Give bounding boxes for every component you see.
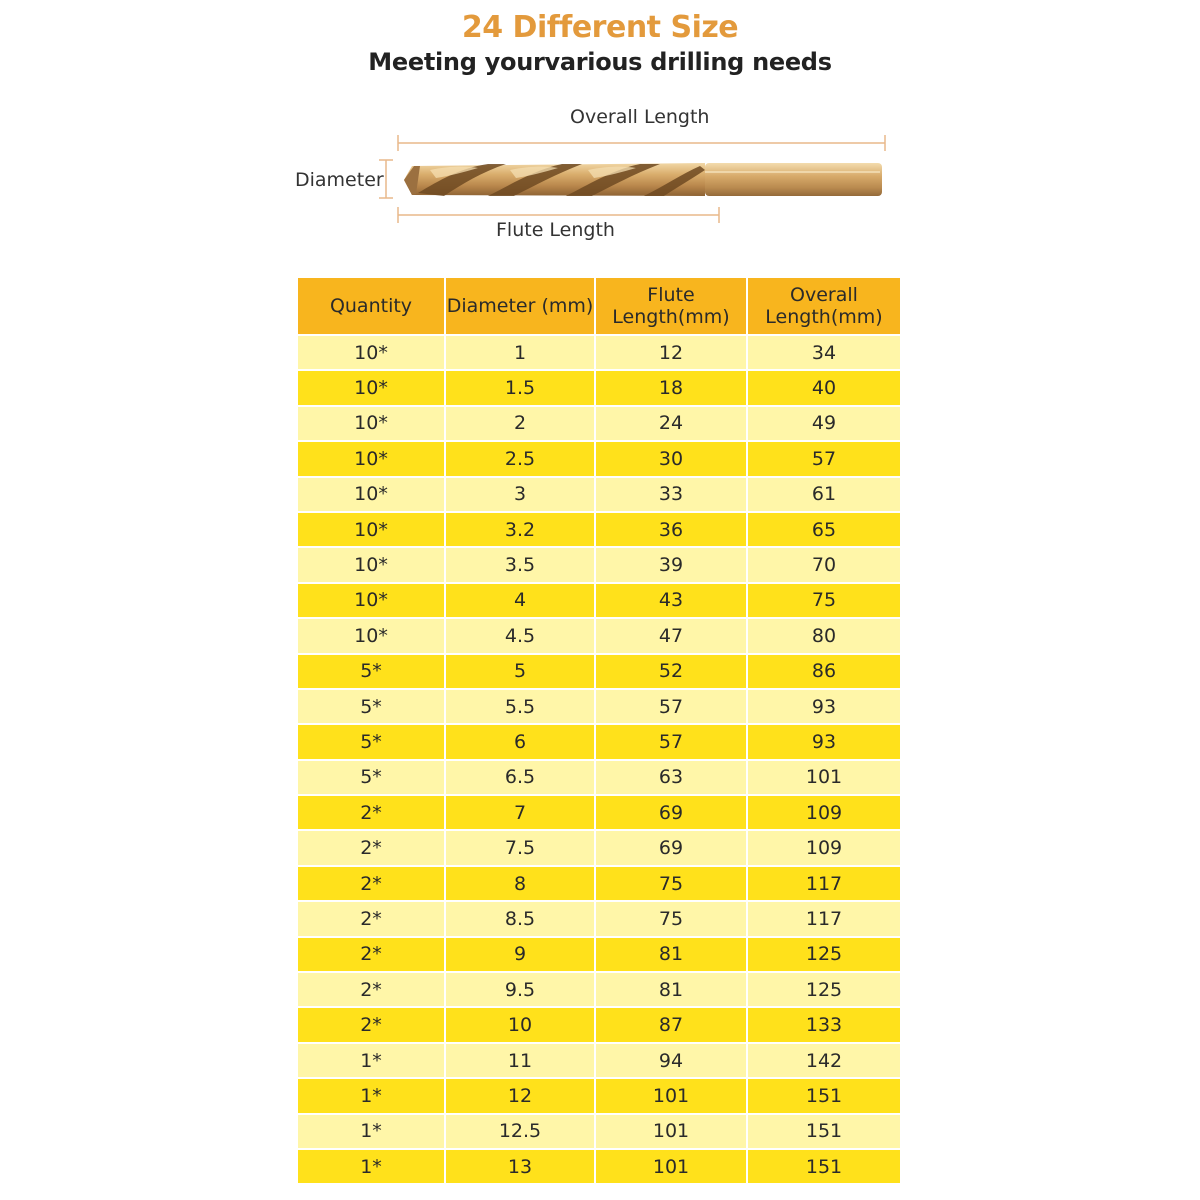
cell-quantity: 1*	[298, 1115, 444, 1148]
cell-flute-length: 43	[596, 584, 746, 617]
cell-quantity: 5*	[298, 690, 444, 723]
cell-quantity: 1*	[298, 1150, 444, 1183]
cell-flute-length: 87	[596, 1008, 746, 1041]
cell-flute-length: 57	[596, 725, 746, 758]
cell-diameter: 1	[446, 336, 594, 369]
cell-diameter: 8.5	[446, 902, 594, 935]
cell-overall-length: 151	[748, 1115, 900, 1148]
cell-quantity: 5*	[298, 655, 444, 688]
table-row	[298, 1150, 900, 1183]
cell-diameter: 9	[446, 938, 594, 971]
cell-flute-length: 94	[596, 1044, 746, 1077]
size-table-grid	[296, 276, 902, 1185]
cell-quantity: 1*	[298, 1079, 444, 1112]
table-row	[298, 831, 900, 864]
table-row	[298, 1008, 900, 1041]
cell-flute-length: 30	[596, 442, 746, 475]
cell-overall-length: 117	[748, 867, 900, 900]
cell-flute-length: 33	[596, 478, 746, 511]
cell-overall-length: 93	[748, 690, 900, 723]
table-body	[298, 336, 900, 1183]
cell-flute-length: 69	[596, 831, 746, 864]
cell-flute-length: 81	[596, 938, 746, 971]
cell-diameter: 11	[446, 1044, 594, 1077]
cell-quantity: 10*	[298, 513, 444, 546]
table-row	[298, 407, 900, 440]
cell-overall-length: 61	[748, 478, 900, 511]
cell-overall-length: 49	[748, 407, 900, 440]
cell-diameter: 10	[446, 1008, 594, 1041]
cell-diameter: 3.5	[446, 548, 594, 581]
cell-overall-length: 86	[748, 655, 900, 688]
cell-flute-length: 39	[596, 548, 746, 581]
table-row	[298, 1044, 900, 1077]
cell-overall-length: 101	[748, 761, 900, 794]
cell-quantity: 2*	[298, 973, 444, 1006]
cell-quantity: 10*	[298, 336, 444, 369]
page-title: 24 Different Size	[461, 10, 739, 45]
cell-diameter: 1.5	[446, 371, 594, 404]
cell-diameter: 8	[446, 867, 594, 900]
cell-diameter: 6.5	[446, 761, 594, 794]
cell-quantity: 10*	[298, 548, 444, 581]
cell-quantity: 5*	[298, 761, 444, 794]
cell-diameter: 7.5	[446, 831, 594, 864]
cell-overall-length: 125	[748, 938, 900, 971]
cell-flute-length: 101	[596, 1115, 746, 1148]
cell-flute-length: 101	[596, 1079, 746, 1112]
cell-diameter: 4.5	[446, 619, 594, 652]
cell-overall-length: 75	[748, 584, 900, 617]
table-row	[298, 725, 900, 758]
table-row	[298, 938, 900, 971]
cell-diameter: 2.5	[446, 442, 594, 475]
cell-diameter: 9.5	[446, 973, 594, 1006]
table-row	[298, 442, 900, 475]
cell-diameter: 12	[446, 1079, 594, 1112]
cell-overall-length: 151	[748, 1150, 900, 1183]
cell-quantity: 2*	[298, 796, 444, 829]
diameter-label: Diameter	[295, 169, 384, 191]
table-row	[298, 513, 900, 546]
cell-overall-length: 57	[748, 442, 900, 475]
column-header-diameter: Diameter (mm)	[446, 278, 594, 334]
cell-quantity: 10*	[298, 407, 444, 440]
overall-length-label: Overall Length	[570, 106, 710, 128]
cell-diameter: 12.5	[446, 1115, 594, 1148]
cell-overall-length: 117	[748, 902, 900, 935]
cell-overall-length: 125	[748, 973, 900, 1006]
cell-quantity: 5*	[298, 725, 444, 758]
cell-flute-length: 57	[596, 690, 746, 723]
page-subtitle: Meeting yourvarious drilling needs	[368, 48, 832, 76]
cell-flute-length: 47	[596, 619, 746, 652]
cell-quantity: 2*	[298, 938, 444, 971]
table-row	[298, 1079, 900, 1112]
cell-diameter: 13	[446, 1150, 594, 1183]
cell-overall-length: 142	[748, 1044, 900, 1077]
cell-flute-length: 24	[596, 407, 746, 440]
cell-quantity: 2*	[298, 1008, 444, 1041]
table-row	[298, 867, 900, 900]
cell-overall-length: 34	[748, 336, 900, 369]
cell-quantity: 10*	[298, 371, 444, 404]
cell-overall-length: 109	[748, 796, 900, 829]
cell-quantity: 10*	[298, 619, 444, 652]
cell-flute-length: 75	[596, 902, 746, 935]
cell-diameter: 4	[446, 584, 594, 617]
table-row	[298, 902, 900, 935]
flute-length-label: Flute Length	[496, 219, 615, 241]
cell-quantity: 2*	[298, 902, 444, 935]
cell-flute-length: 69	[596, 796, 746, 829]
cell-overall-length: 65	[748, 513, 900, 546]
cell-diameter: 2	[446, 407, 594, 440]
cell-overall-length: 93	[748, 725, 900, 758]
cell-quantity: 10*	[298, 478, 444, 511]
cell-quantity: 10*	[298, 584, 444, 617]
cell-overall-length: 80	[748, 619, 900, 652]
size-table	[298, 276, 900, 1185]
table-row	[298, 761, 900, 794]
cell-diameter: 5	[446, 655, 594, 688]
cell-diameter: 6	[446, 725, 594, 758]
cell-quantity: 10*	[298, 442, 444, 475]
cell-diameter: 7	[446, 796, 594, 829]
cell-flute-length: 12	[596, 336, 746, 369]
cell-quantity: 2*	[298, 867, 444, 900]
table-row	[298, 1115, 900, 1148]
cell-flute-length: 52	[596, 655, 746, 688]
cell-overall-length: 151	[748, 1079, 900, 1112]
table-row	[298, 690, 900, 723]
table-row	[298, 619, 900, 652]
table-row	[298, 548, 900, 581]
table-row	[298, 796, 900, 829]
cell-quantity: 2*	[298, 831, 444, 864]
cell-diameter: 5.5	[446, 690, 594, 723]
column-header-overall-length: Overall Length(mm)	[748, 278, 900, 334]
table-row	[298, 973, 900, 1006]
cell-flute-length: 63	[596, 761, 746, 794]
cell-flute-length: 75	[596, 867, 746, 900]
table-row	[298, 336, 900, 369]
cell-overall-length: 40	[748, 371, 900, 404]
cell-flute-length: 36	[596, 513, 746, 546]
table-header-row	[298, 278, 900, 334]
table-row	[298, 584, 900, 617]
cell-overall-length: 70	[748, 548, 900, 581]
cell-overall-length: 109	[748, 831, 900, 864]
overall-length-dimension	[398, 135, 885, 151]
column-header-quantity: Quantity	[298, 278, 444, 334]
cell-diameter: 3.2	[446, 513, 594, 546]
cell-diameter: 3	[446, 478, 594, 511]
table-row	[298, 371, 900, 404]
cell-quantity: 1*	[298, 1044, 444, 1077]
cell-overall-length: 133	[748, 1008, 900, 1041]
table-row	[298, 655, 900, 688]
cell-flute-length: 81	[596, 973, 746, 1006]
column-header-flute-length: Flute Length(mm)	[596, 278, 746, 334]
drill-bit-icon	[404, 163, 882, 196]
cell-flute-length: 18	[596, 371, 746, 404]
cell-flute-length: 101	[596, 1150, 746, 1183]
table-row	[298, 478, 900, 511]
